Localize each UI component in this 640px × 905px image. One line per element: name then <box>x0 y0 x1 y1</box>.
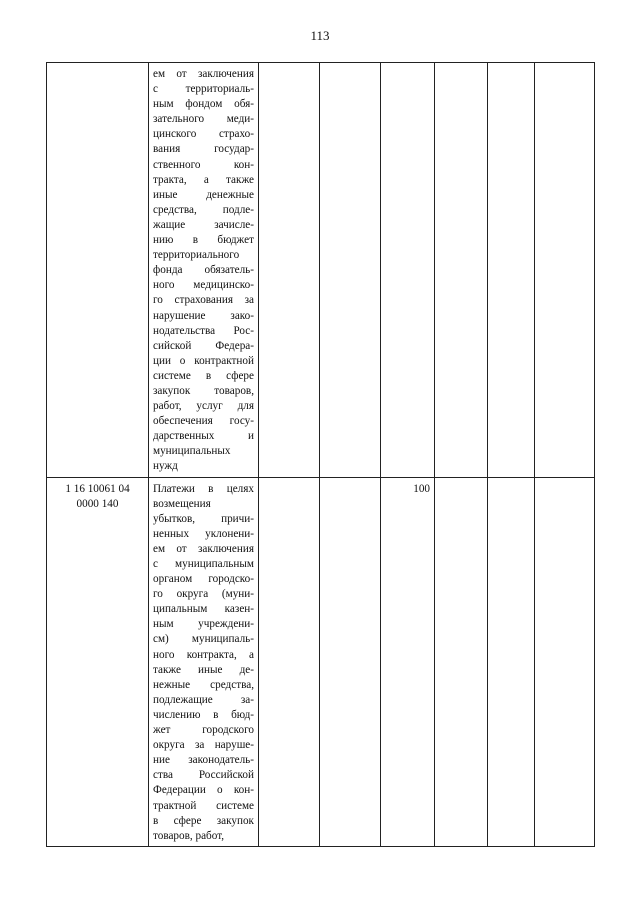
description-line: тракта, а также <box>153 173 254 186</box>
description-line: Платежи в целях <box>153 482 254 495</box>
description-line: территориального <box>153 249 240 262</box>
description-line: с муниципальным <box>153 558 254 570</box>
description-line: ного медицинско- <box>153 279 254 292</box>
description-line: убытков, причи- <box>153 512 254 525</box>
budget-table <box>46 62 595 847</box>
description-line: работ, услуг для <box>153 400 254 413</box>
description-line: также иные де- <box>153 663 254 676</box>
description-line: подлежащие за- <box>153 693 254 706</box>
description-line: жащие зачисле- <box>153 218 254 231</box>
code-cell <box>47 63 149 478</box>
value-cell <box>320 63 381 478</box>
value-cell <box>535 63 595 478</box>
description-line: системе в сфере <box>153 369 254 382</box>
description-line: в сфере закупок <box>153 814 254 827</box>
description-line: го страхования за <box>153 294 254 307</box>
value-cell <box>435 63 488 478</box>
description-line: числению в бюд- <box>153 708 254 721</box>
description-line: трактной системе <box>153 799 254 812</box>
table-row <box>47 477 595 846</box>
description-line: ного контракта, а <box>153 648 254 661</box>
description-line: нодательства Рос- <box>153 324 254 337</box>
description-line: ние законодатель- <box>153 754 254 767</box>
description-line: вания государ- <box>153 143 254 156</box>
value-cell <box>435 477 488 846</box>
value-cell <box>535 477 595 846</box>
description-line: фонда обязатель- <box>153 264 254 277</box>
description-line: закупок товаров, <box>153 384 254 397</box>
value-cell <box>259 477 320 846</box>
description-line: ципальным казен- <box>153 603 254 616</box>
description-line: дарственных и <box>153 430 254 443</box>
amount-value: 100 <box>381 477 435 846</box>
description-line: средства, подле- <box>153 203 254 216</box>
description-line: товаров, работ, <box>153 829 225 842</box>
description-line: ции о контрактной <box>153 354 254 367</box>
description-line: нарушение зако- <box>153 309 254 322</box>
description-line: ным фондом обя- <box>153 98 254 111</box>
description-line: ным учреждени- <box>153 618 254 631</box>
description-line: ем от заключения <box>153 68 254 80</box>
description-line: обеспечения госу- <box>153 415 254 428</box>
description-line: го округа (муни- <box>153 588 254 601</box>
code-cell <box>47 477 149 846</box>
value-cell <box>320 477 381 846</box>
description-cell <box>149 477 259 846</box>
description-line: иные денежные <box>153 188 254 201</box>
description-line: с территориаль- <box>153 83 254 96</box>
description-line: нежные средства, <box>153 678 254 691</box>
description-line: муниципальных <box>153 445 231 458</box>
description-line: Федерации о кон- <box>153 784 254 797</box>
description-line: сийской Федера- <box>153 339 254 352</box>
description-line: ства Российской <box>153 769 254 782</box>
value-cell <box>381 63 435 478</box>
value-cell <box>259 63 320 478</box>
budget-code-line: 0000 140 <box>76 497 119 510</box>
description-line: возмещения <box>153 497 211 510</box>
table-row <box>47 63 595 478</box>
page-number: 113 <box>310 28 330 43</box>
description-line: зательного меди- <box>153 113 254 126</box>
description-line: ненных уклонени- <box>153 527 254 540</box>
value-cell <box>488 63 535 478</box>
description-line: округа за наруше- <box>153 739 254 752</box>
description-line: ственного кон- <box>153 158 254 171</box>
value-cell <box>488 477 535 846</box>
description-line: органом городско- <box>153 573 254 586</box>
description-line: цинского страхо- <box>153 128 254 141</box>
description-line: нию в бюджет <box>153 234 254 247</box>
description-cell <box>149 63 259 478</box>
description-line: см) муниципаль- <box>153 633 254 646</box>
description-line: жет городского <box>153 724 254 737</box>
description-line: нужд <box>153 460 178 473</box>
budget-code-line: 1 16 10061 04 <box>65 482 130 495</box>
description-line: ем от заключения <box>153 542 254 555</box>
